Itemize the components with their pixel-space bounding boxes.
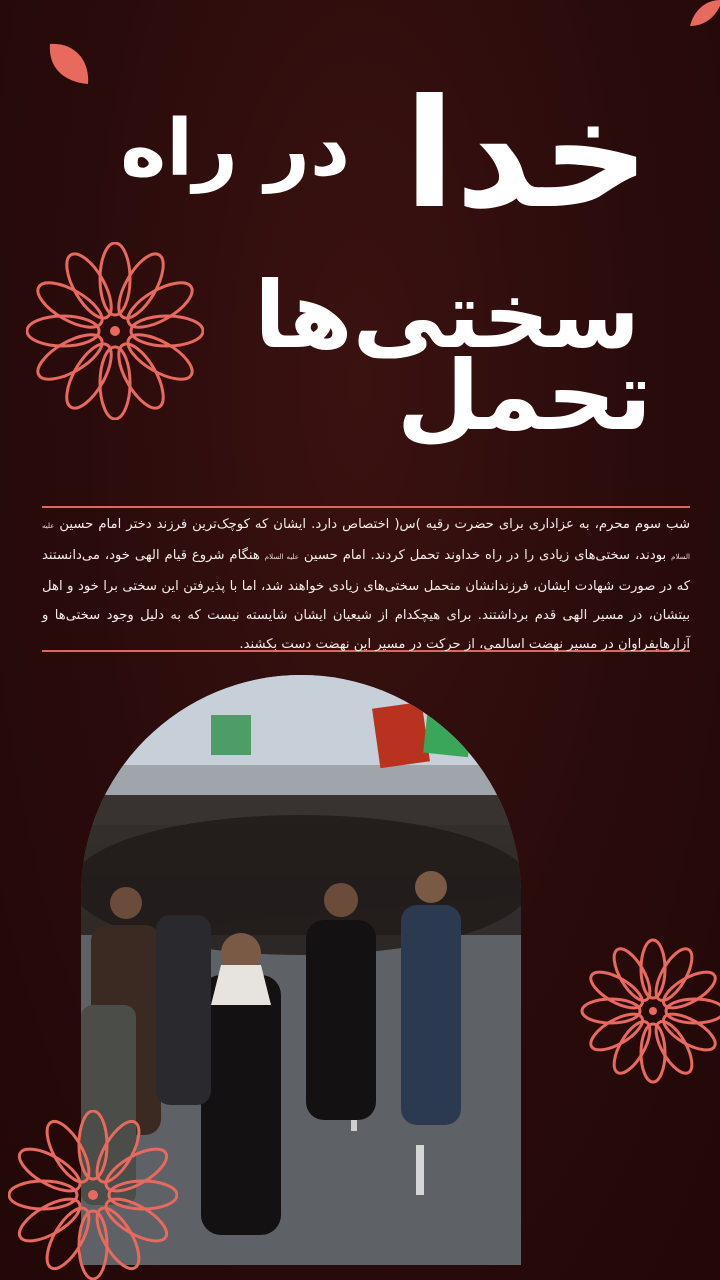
flower-icon <box>8 1110 178 1280</box>
title-word-khoda: خدا <box>403 68 650 242</box>
title-word-sakhtiha: سختی‌ها <box>254 262 640 369</box>
title-word-dar-rah: در راه <box>120 104 350 194</box>
body-text-part-1: شب سوم محرم، به عزاداری برای حضرت رقیه )س( اختصاص دارد. ایشان که کوچک‌ترین فرزند دختر امام حسین <box>59 517 690 532</box>
body-text-part-2: بودند، سختی‌های زیادی را در راه خداوند تحمل کردند. امام حسین <box>303 548 667 563</box>
title-word-tahammol: تحمل <box>396 340 652 452</box>
body-paragraph <box>42 508 690 659</box>
honorific: علیه السلام <box>42 522 690 561</box>
text-panel <box>42 506 690 652</box>
flower-icon <box>580 938 720 1084</box>
title <box>120 68 680 452</box>
petal-icon <box>44 38 94 88</box>
petal-icon <box>686 0 720 30</box>
body-text-part-3: هنگام شروع قیام الهی خود، می‌دانستند که در صورت شهادت ایشان، فرزندانشان متحمل سختی‌های زیادی خواهند شد، اما با پذیرفتن این سختی برا خود و اهل بیتشان، در مسیر الهی قدم برداشتند. برای هیچکدام از شیعیان ایشان شایسته نیست که به دلیل وجود سختی‌ها و آزارهایفراوان در مسیر نهضت اسالمی، از حرکت در مسیر این نهضت دست بکشند. <box>42 548 690 652</box>
honorific: علیه السلام <box>264 553 299 561</box>
